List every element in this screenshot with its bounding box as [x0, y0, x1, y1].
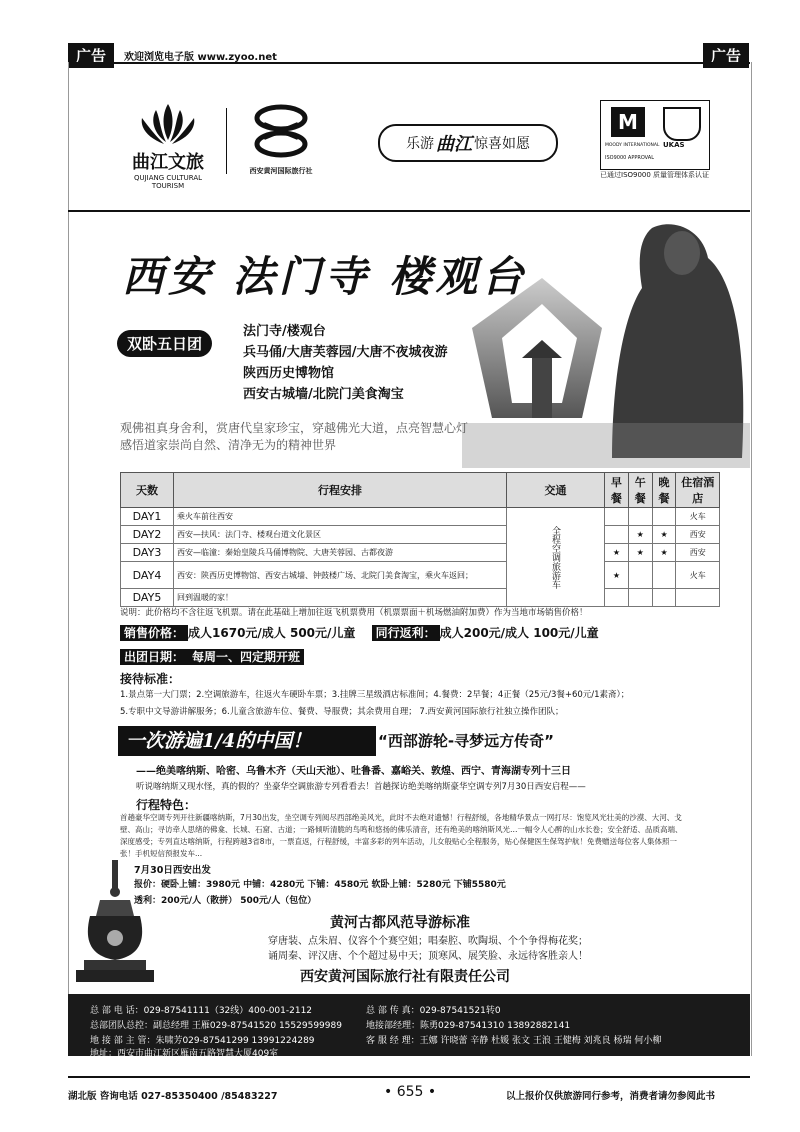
guide-standard-line: 穿唐装、点朱眉、仪容个个赛空姐；唱秦腔、吹陶埙、个个争得梅花奖； [268, 936, 588, 947]
hotel-cell: 火车 [676, 562, 720, 589]
company-name: 西安黄河国际旅行社有限责任公司 [300, 969, 510, 985]
standard-line: 5.专职中文导游讲解服务；6.儿童含旅游车位、餐费、导服费；其余费用自理； 7.西安黄河国际旅行社独立操作团队； [120, 707, 564, 717]
col-day: 天数 [121, 473, 174, 508]
lunch-cell: ★ [628, 544, 652, 562]
pagoda-icon [70, 860, 160, 990]
cert-box [600, 100, 710, 170]
qujiang-en: QUJIANG CULTURAL TOURISM [133, 174, 203, 190]
lunch-cell [628, 508, 652, 526]
breakfast-cell [605, 508, 629, 526]
yellowriver-logo [236, 100, 326, 176]
route-item: 兵马俑/大唐芙蓉园/大唐不夜城夜游 [243, 345, 448, 360]
contact-line[interactable]: 总 部 电 话：029-87541111（32线）400-001-2112 [90, 1006, 313, 1016]
lunch-cell: ★ [628, 526, 652, 544]
pagoda-image [70, 860, 160, 990]
table-row [121, 589, 720, 607]
breakfast-cell: ★ [605, 544, 629, 562]
second-sub-title: “西部游轮-寻梦远方传奇” [378, 732, 554, 750]
qujiang-name: 曲江文旅 [132, 152, 204, 173]
page-title: 西安 法门寺 楼观台 [122, 252, 528, 301]
rebate-value: 成人200元/成人 100元/儿童 [439, 626, 599, 640]
sale-price [120, 624, 599, 641]
plan-cell: 回到温暖的家！ [174, 589, 507, 607]
slogan-line: 感悟道家崇尚自然、清净无为的精神世界 [120, 438, 337, 452]
route-item: 法门寺/楼观台 [243, 324, 326, 339]
dinner-cell [652, 562, 676, 589]
qujiang-logo [118, 100, 218, 190]
standard-title: 接待标准： [120, 672, 181, 686]
slogan-right: 惊喜如愿 [474, 136, 530, 152]
rebate-label: 同行返利： [372, 625, 440, 641]
hotel-cell: 西安 [676, 526, 720, 544]
breakfast-cell: ★ [605, 562, 629, 589]
disclaimer: 以上报价仅供旅游同行参考，消费者请勿参阅此书 [506, 1091, 716, 1102]
hotel-cell: 火车 [676, 508, 720, 526]
col-breakfast: 早餐 [605, 473, 629, 508]
second-big-title: 一次游遍1/4的中国！ [118, 726, 376, 756]
plan-cell: 西安—临潼：秦始皇陵兵马俑博物院、大唐芙蓉园、古都夜游 [174, 544, 507, 562]
ad-label-left: 广告 [68, 43, 114, 68]
table-row [121, 562, 720, 589]
guide-standard-title: 黄河古都风范导游标准 [330, 915, 470, 931]
header-rule [68, 210, 750, 212]
address-line: 地址：西安市曲江新区雁南五路智慧大厦409室 [90, 1049, 279, 1059]
plan-cell: 西安—扶风：法门寺、楼观台道文化景区 [174, 526, 507, 544]
yellowriver-name: 西安黄河国际旅行社 [249, 167, 313, 175]
price-row: 透利：200元/人（散拼） 500元/人（包位） [134, 896, 317, 906]
day-cell: DAY1 [121, 508, 174, 526]
bottom-rule [68, 1076, 750, 1078]
moody-text: MOODY INTERNATIONAL [605, 143, 660, 148]
contact-footer [68, 994, 750, 1059]
price-note: 说明：此价格均不含往返飞机票。请在此基础上增加往返飞机票费用（机票票面＋机场燃油附加费）作为当地市场销售价格！ [120, 608, 588, 618]
itinerary-table [120, 472, 720, 607]
moody-logo-icon: M [611, 107, 645, 137]
itinerary-header [121, 473, 720, 508]
ukas-text: UKAS [663, 141, 685, 149]
slogan-line: 观佛祖真身舍利，赏唐代皇家珍宝，穿越佛光大道，点亮智慧心灯 [120, 421, 469, 435]
welcome-text[interactable]: 欢迎浏览电子版 www.zyoo.net [124, 52, 277, 63]
contact-line[interactable]: 总 部 传 真：029-87541521转0 [366, 1006, 501, 1016]
ad-label-right: 广告 [703, 43, 749, 68]
sale-price-label: 销售价格： [120, 625, 188, 641]
lunch-cell [628, 589, 652, 607]
departure-value: 每周一、四定期开班 [188, 649, 304, 665]
route-item: 陕西历史博物馆 [243, 366, 335, 381]
slogan-pill [378, 124, 558, 162]
iso-text: ISO9000 APPROVAL [605, 155, 654, 161]
plan-cell: 西安：陕西历史博物馆、西安古城墙、钟鼓楼广场、北院门美食淘宝，乘火车返回； [174, 562, 507, 589]
dinner-cell: ★ [652, 526, 676, 544]
day-cell: DAY4 [121, 562, 174, 589]
price-row: 报价：硬卧上铺：3980元 中铺：4280元 下铺：4580元 软卧上铺：5280元 下铺5580元 [134, 880, 506, 890]
col-dinner: 晚餐 [652, 473, 676, 508]
col-plan: 行程安排 [174, 473, 507, 508]
dinner-cell [652, 589, 676, 607]
dinner-cell [652, 508, 676, 526]
breakfast-cell [605, 589, 629, 607]
table-row [121, 508, 720, 526]
guide-standard-line: 诵周秦、评汉唐、个个超过易中天；顶寒风、展笑脸、永远待客胜亲人！ [268, 951, 588, 962]
departure [120, 648, 304, 665]
tour-badge: 双卧五日团 [117, 330, 212, 357]
contact-line[interactable]: 总部团队总控：副总经理 王雁029-87541520 15529599989 [90, 1021, 342, 1031]
lunch-cell [628, 562, 652, 589]
second-intro: 听说喀纳斯又现水怪，真的假的？坐豪华空调旅游专列看看去！首趟探访绝美喀纳斯豪华空调专列7月30日西安启程—— [136, 782, 586, 792]
col-lunch: 午餐 [628, 473, 652, 508]
feature-title: 行程特色： [136, 798, 197, 812]
day-cell: DAY3 [121, 544, 174, 562]
day-cell: DAY2 [121, 526, 174, 544]
standard-line: 1.景点第一大门票；2.空调旅游车，往返火车硬卧车票；3.挂牌三星级酒店标准间；4.餐费：2早餐；4正餐（25元/3餐+60元/1素斋）； [120, 690, 630, 700]
hotel-cell [676, 589, 720, 607]
breakfast-cell [605, 526, 629, 544]
col-transport: 交通 [507, 473, 605, 508]
fish-logo-icon [246, 100, 316, 164]
day-cell: DAY5 [121, 589, 174, 607]
slogan-left: 乐游 [406, 136, 434, 152]
route-item: 西安古城墙/北院门美食淘宝 [243, 387, 404, 402]
contact-line[interactable]: 地接部经理：陈勇029-87541310 13892882141 [366, 1021, 571, 1031]
logo-divider [226, 108, 227, 174]
ukas-crown-icon [663, 107, 701, 141]
lotus-icon [126, 100, 210, 146]
page-number: • 655 • [384, 1084, 437, 1100]
sale-price-value: 成人1670元/成人 500元/儿童 [188, 626, 356, 640]
depart-date: 7月30日西安出发 [134, 865, 211, 876]
table-row [121, 544, 720, 562]
feature-body: 首趟豪华空调专列开往新疆喀纳斯，7月30出发，坐空调专列阅尽西部绝美风光，此时不去绝对遗憾！行程舒缓，各地精华景点一网打尽：饱览风光壮美的沙漠、大河、戈壁、高山；寻访牵人思绪的佛龛、长城、石窟、古道；一路倾听清脆的鸟鸣和悠扬的佛乐清音，还有绝美的喀纳斯风光…一幅令人心醉的山水长卷；安全舒适、品质高端、深度感受；专列直达喀纳斯，行程跨越3省8市，一票直返，行程舒缓，丰富多彩的列车活动，儿女般贴心全程服务，贴心保健医生保驾护航！免费赠送每位客人集体照一张！手机短信预报发车... [120, 813, 683, 858]
route-list [243, 321, 448, 405]
plan-cell: 乘火车前往西安 [174, 508, 507, 526]
departure-label: 出团日期： [120, 649, 188, 665]
edition-contact: 湖北版 咨询电话 027-85350400 /85483227 [68, 1091, 278, 1102]
second-sub-line: ——绝美喀纳斯、哈密、乌鲁木齐（天山天池）、吐鲁番、嘉峪关、敦煌、西宁、青海湖专列十三日 [136, 766, 571, 777]
table-row [121, 526, 720, 544]
cert-caption: 已通过ISO9000 质量管理体系认证 [600, 171, 710, 179]
hotel-cell: 西安 [676, 544, 720, 562]
tour-slogan [120, 420, 468, 454]
contact-line: 客 服 经 理：王娜 许晓蕾 辛静 杜媛 张文 王浪 王健梅 刘兆良 杨瑞 何小柳 [366, 1036, 662, 1046]
slogan-mid: 曲江 [436, 134, 472, 155]
contact-line[interactable]: 地 接 部 主 管：朱啸芳029-87541299 13991224289 [90, 1036, 315, 1046]
dinner-cell: ★ [652, 544, 676, 562]
transport-cell: 全程空调旅游车 [507, 508, 605, 607]
col-hotel: 住宿酒店 [676, 473, 720, 508]
